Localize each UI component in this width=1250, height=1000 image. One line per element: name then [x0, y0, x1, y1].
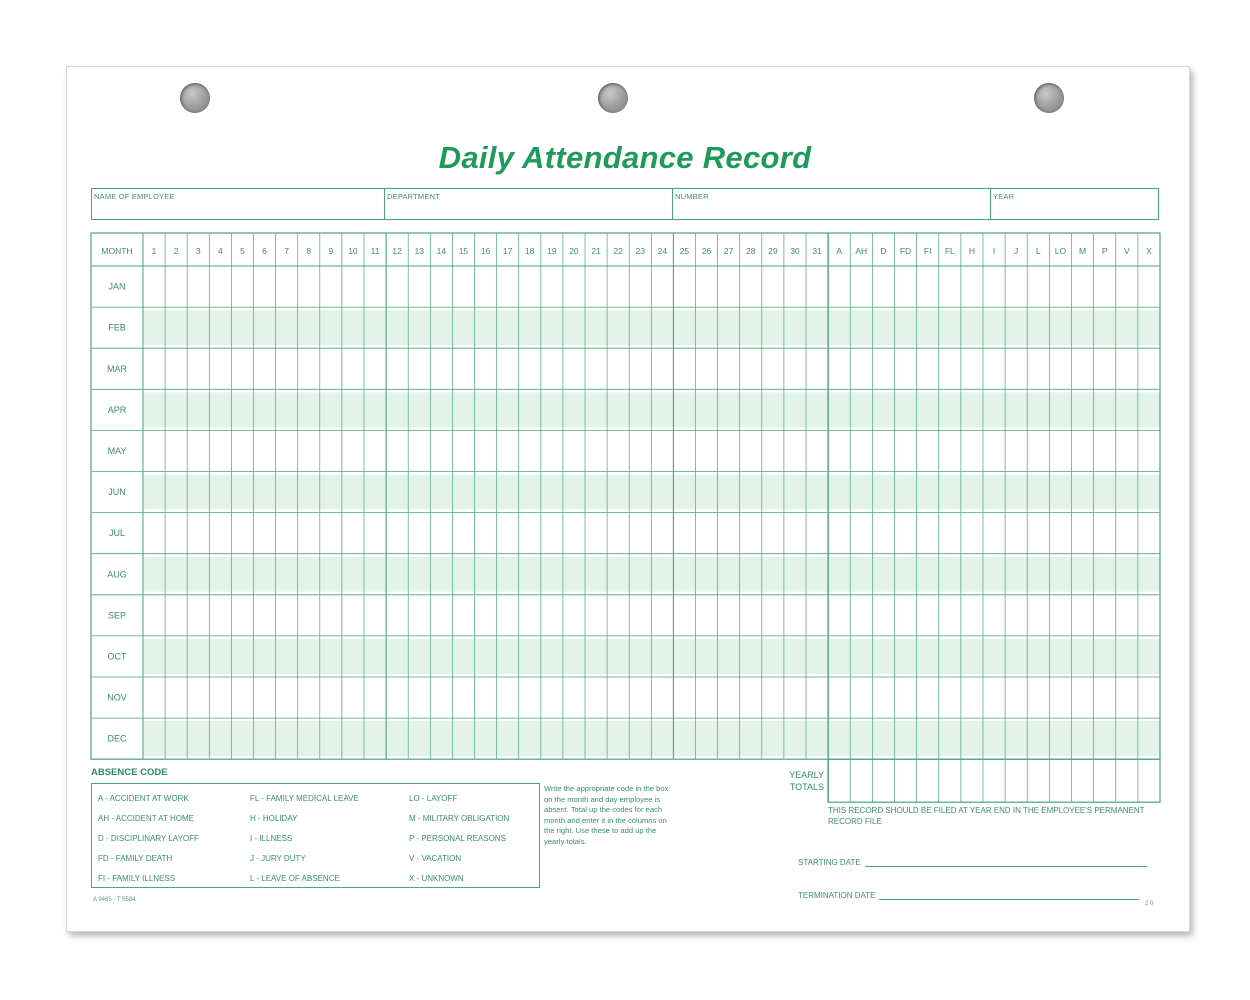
department-label: DEPARTMENT [387, 192, 440, 201]
code-header-a: A [836, 246, 842, 256]
number-label: NUMBER [675, 192, 709, 201]
yearly-totals-label: YEARLY TOTALS [789, 770, 824, 792]
code-header-l: L [1035, 246, 1041, 256]
day-header-27: 27 [723, 246, 734, 256]
code-m: M - MILITARY OBLIGATION [409, 814, 510, 823]
year-label: YEAR [993, 192, 1015, 201]
month-label-may: MAY [107, 445, 127, 456]
page-number: 2 0 [1145, 901, 1154, 907]
employee-name-label: NAME OF EMPLOYEE [94, 192, 175, 201]
month-label-sep: SEP [107, 610, 127, 621]
day-header-7: 7 [284, 246, 290, 256]
absence-code-title: ABSENCE CODE [91, 767, 168, 778]
day-header-28: 28 [746, 246, 756, 256]
code-j: J - JURY DUTY [250, 854, 306, 863]
code-ah: AH - ACCIDENT AT HOME [98, 814, 195, 823]
month-label-oct: OCT [107, 651, 127, 662]
month-label-feb: FEB [108, 322, 126, 333]
absence-code-legend [91, 783, 540, 888]
month-label-nov: NOV [107, 692, 127, 703]
code-l: L - LEAVE OF ABSENCE [250, 874, 340, 883]
month-label-jun: JUN [108, 487, 126, 498]
termination-date-label: TERMINATION DATE [798, 891, 876, 900]
day-header-18: 18 [525, 246, 535, 256]
day-header-12: 12 [392, 246, 402, 256]
day-header-30: 30 [790, 246, 800, 256]
code-header-fi: FI [923, 246, 932, 256]
day-header-22: 22 [613, 246, 623, 256]
month-label-aug: AUG [107, 569, 127, 580]
code-header-x: X [1146, 246, 1152, 256]
code-x: X - UNKNOWN [409, 874, 464, 883]
code-h: H - HOLIDAY [250, 814, 298, 823]
code-p: P - PERSONAL REASONS [409, 834, 506, 843]
day-header-31: 31 [812, 246, 822, 256]
code-header-i: I [992, 246, 996, 256]
code-header-lo: LO [1054, 246, 1067, 256]
month-label-mar: MAR [107, 363, 127, 374]
day-header-21: 21 [591, 246, 601, 256]
day-header-19: 19 [547, 246, 557, 256]
code-fl: FL - FAMILY MEDICAL LEAVE [250, 794, 359, 803]
form-number: A 9465 - T 5584 [93, 897, 136, 903]
day-header-13: 13 [414, 246, 424, 256]
instructions-text: Write the appropriate code in the box on the month and day employee is absent. Total up the codes for each month and enter it in the columns on the right. Use these to add up the yearly totals. [544, 784, 669, 846]
day-header-8: 8 [306, 246, 312, 256]
termination-date-field[interactable] [798, 891, 1139, 900]
code-i: I - ILLNESS [250, 834, 293, 843]
code-header-v: V [1123, 246, 1130, 256]
code-header-m: M [1079, 246, 1087, 256]
day-header-20: 20 [569, 246, 579, 256]
code-fd: FD - FAMILY DEATH [98, 854, 173, 863]
code-header-h: H [968, 246, 975, 256]
code-d: D - DISCIPLINARY LAYOFF [98, 834, 199, 843]
day-header-16: 16 [480, 246, 491, 256]
code-fi: FI - FAMILY ILLNESS [98, 874, 176, 883]
code-header-fl: FL [944, 246, 955, 256]
day-header-9: 9 [328, 246, 334, 256]
day-header-6: 6 [262, 246, 267, 256]
month-label-jul: JUL [108, 528, 126, 539]
day-header-2: 2 [173, 246, 179, 256]
day-header-15: 15 [458, 246, 469, 256]
month-label-dec: DEC [107, 733, 127, 744]
code-header-j: J [1014, 246, 1019, 256]
month-label-jan: JAN [108, 281, 126, 292]
day-header-24: 24 [657, 246, 668, 256]
day-header-10: 10 [348, 246, 358, 256]
filing-note: THIS RECORD SHOULD BE FILED AT YEAR END IN THE EMPLOYEE'S PERMANENT RECORD FILE [828, 806, 1145, 826]
code-header-ah: AH [855, 246, 868, 256]
day-header-29: 29 [768, 246, 778, 256]
day-header-1: 1 [151, 246, 157, 256]
day-header-14: 14 [436, 246, 447, 256]
day-header-11: 11 [370, 246, 380, 256]
day-header-5: 5 [240, 246, 245, 256]
yearly-totals-box [828, 759, 1160, 802]
month-header: MONTH [101, 246, 133, 256]
code-header-p: P [1101, 246, 1108, 256]
day-header-3: 3 [195, 246, 201, 256]
code-header-d: D [880, 246, 887, 256]
day-header-4: 4 [217, 246, 223, 256]
day-header-25: 25 [679, 246, 690, 256]
code-v: V - VACATION [409, 854, 462, 863]
starting-date-label: STARTING DATE [798, 858, 861, 867]
day-header-17: 17 [502, 246, 513, 256]
code-a: A - ACCIDENT AT WORK [98, 794, 189, 803]
code-lo: LO - LAYOFF [409, 794, 458, 803]
code-header-fd: FD [899, 246, 912, 256]
starting-date-field[interactable] [798, 858, 1147, 867]
form-title: Daily Attendance Record [438, 140, 812, 175]
month-label-apr: APR [107, 404, 127, 415]
day-header-23: 23 [635, 246, 645, 256]
day-header-26: 26 [701, 246, 712, 256]
